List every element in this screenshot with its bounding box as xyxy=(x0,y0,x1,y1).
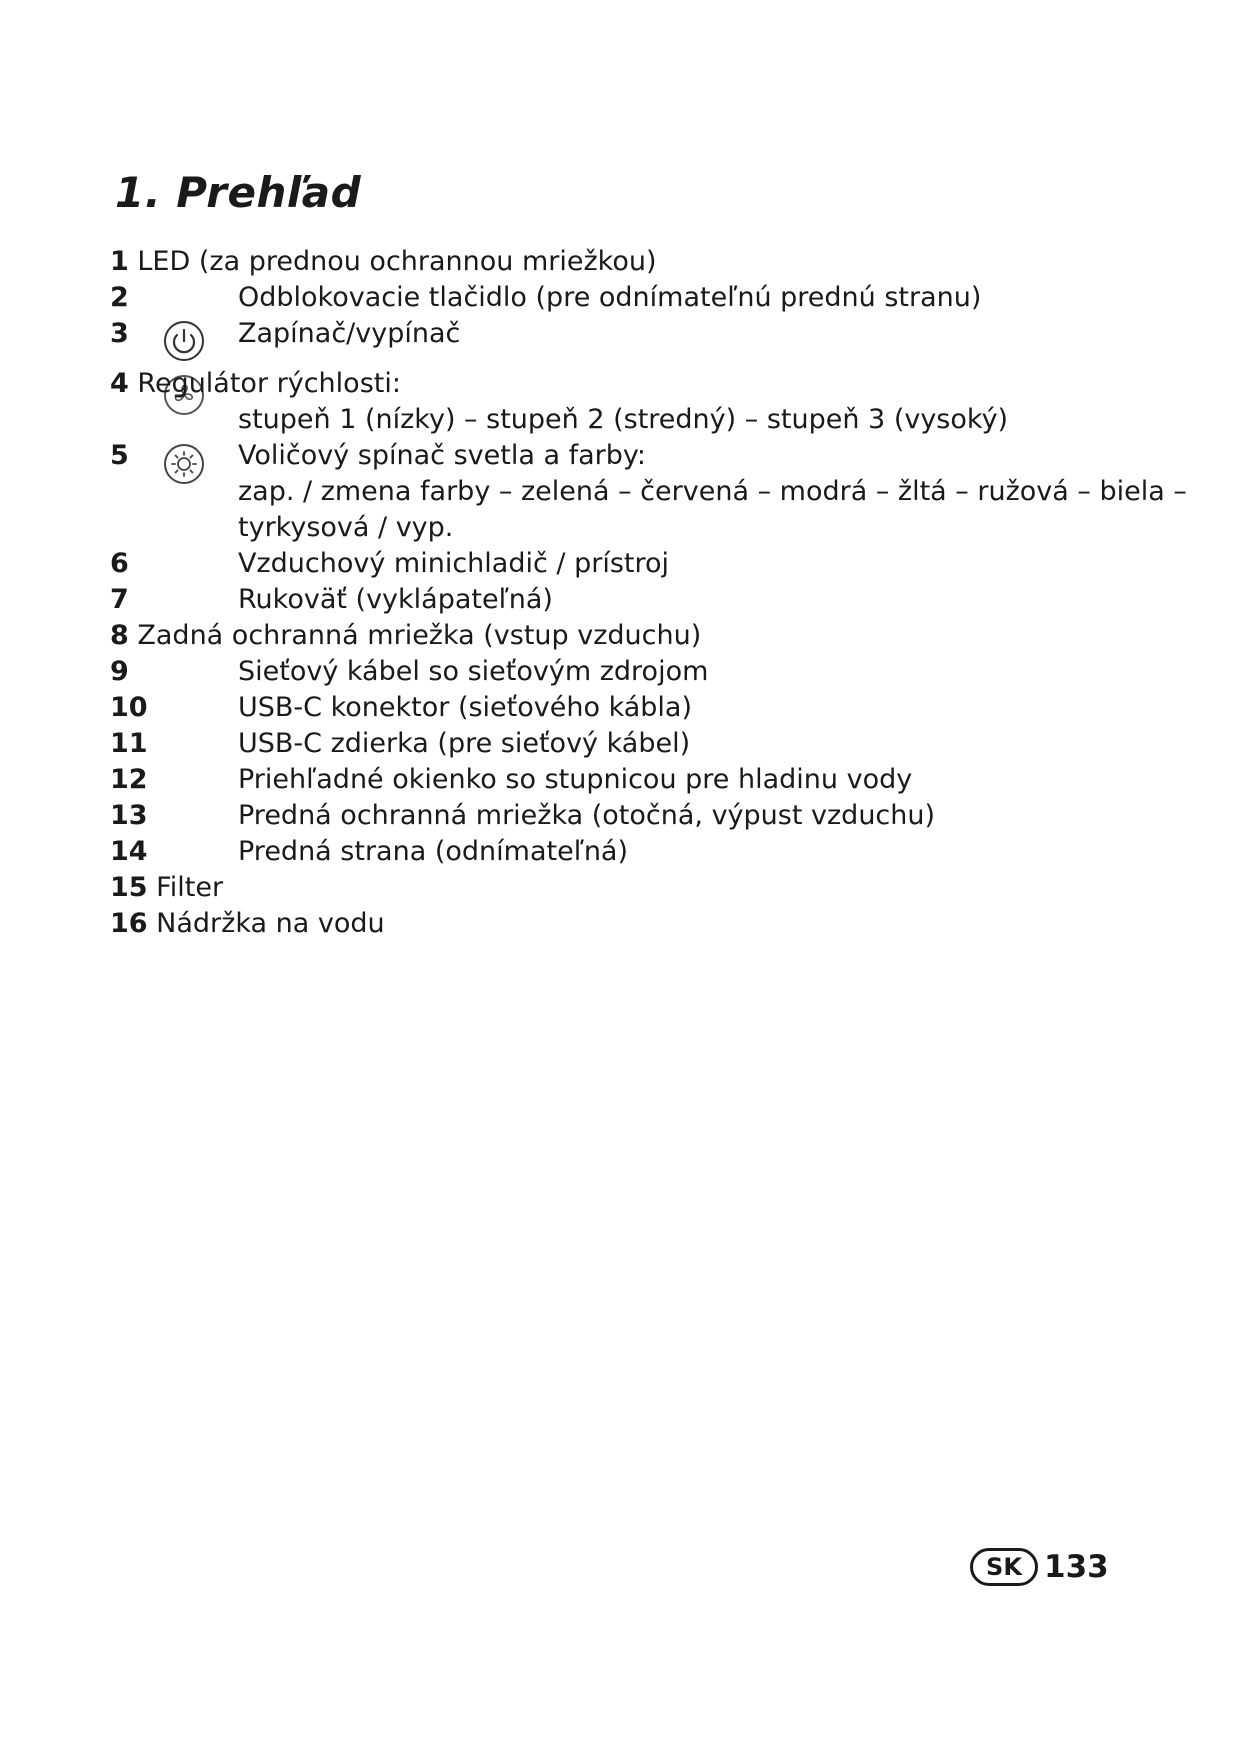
item-number-12: 12 xyxy=(110,764,148,795)
page-title: 1. Prehľad xyxy=(115,168,362,217)
item-text: LED (za prednou ochrannou mriežkou) xyxy=(137,246,657,277)
item-subtext2-5: tyrkysová / vyp. xyxy=(238,512,454,543)
item-text-13: Predná ochranná mriežka (otočná, výpust vzduchu) xyxy=(238,800,936,831)
item-number-6: 6 xyxy=(110,548,129,579)
item-text-11: USB-C zdierka (pre sieťový kábel) xyxy=(238,728,691,759)
item-text-7: Rukoväť (vyklápateľná) xyxy=(238,584,553,615)
item-number-13: 13 xyxy=(110,800,148,831)
item-text-5: Voličový spínač svetla a farby: xyxy=(238,440,646,471)
list-item-8 xyxy=(110,619,701,653)
light-icon xyxy=(163,443,205,485)
item-text: Regulátor rýchlosti: xyxy=(137,368,401,399)
page-footer xyxy=(970,1548,1109,1586)
item-text: Filter xyxy=(156,872,224,903)
item-number: 1 xyxy=(110,246,129,277)
list-item-16 xyxy=(110,907,385,941)
item-number: 15 xyxy=(110,872,148,903)
item-number-2: 2 xyxy=(110,282,129,313)
language-badge: SK xyxy=(970,1548,1038,1586)
page-number: 133 xyxy=(1044,1549,1109,1585)
item-number: 4 xyxy=(110,368,129,399)
item-text-9: Sieťový kábel so sieťovým zdrojom xyxy=(238,656,709,687)
item-subtext-4: stupeň 1 (nízky) – stupeň 2 (stredný) – stupeň 3 (vysoký) xyxy=(238,404,1009,435)
item-number-5: 5 xyxy=(110,440,129,471)
power-icon xyxy=(163,320,205,362)
item-number-9: 9 xyxy=(110,656,129,687)
item-text: Zadná ochranná mriežka (vstup vzduchu) xyxy=(137,620,702,651)
list-item-1 xyxy=(110,245,657,279)
item-number: 16 xyxy=(110,908,148,939)
item-text-12: Priehľadné okienko so stupnicou pre hladinu vody xyxy=(238,764,913,795)
item-number-11: 11 xyxy=(110,728,148,759)
list-item-4 xyxy=(110,367,401,401)
item-text: Nádržka na vodu xyxy=(156,908,385,939)
item-number-14: 14 xyxy=(110,836,148,867)
item-number-3: 3 xyxy=(110,318,129,349)
list-item-15 xyxy=(110,871,223,905)
item-number: 8 xyxy=(110,620,129,651)
item-text-10: USB-C konektor (sieťového kábla) xyxy=(238,692,692,723)
item-subtext-5: zap. / zmena farby – zelená – červená – modrá – žltá – ružová – biela – xyxy=(238,476,1187,507)
item-number-10: 10 xyxy=(110,692,148,723)
item-text-14: Predná strana (odnímateľná) xyxy=(238,836,629,867)
item-text-3: Zapínač/vypínač xyxy=(238,318,461,349)
item-number-7: 7 xyxy=(110,584,129,615)
item-text-2: Odblokovacie tlačidlo (pre odnímateľnú prednú stranu) xyxy=(238,282,982,313)
item-text-6: Vzduchový minichladič / prístroj xyxy=(238,548,669,579)
